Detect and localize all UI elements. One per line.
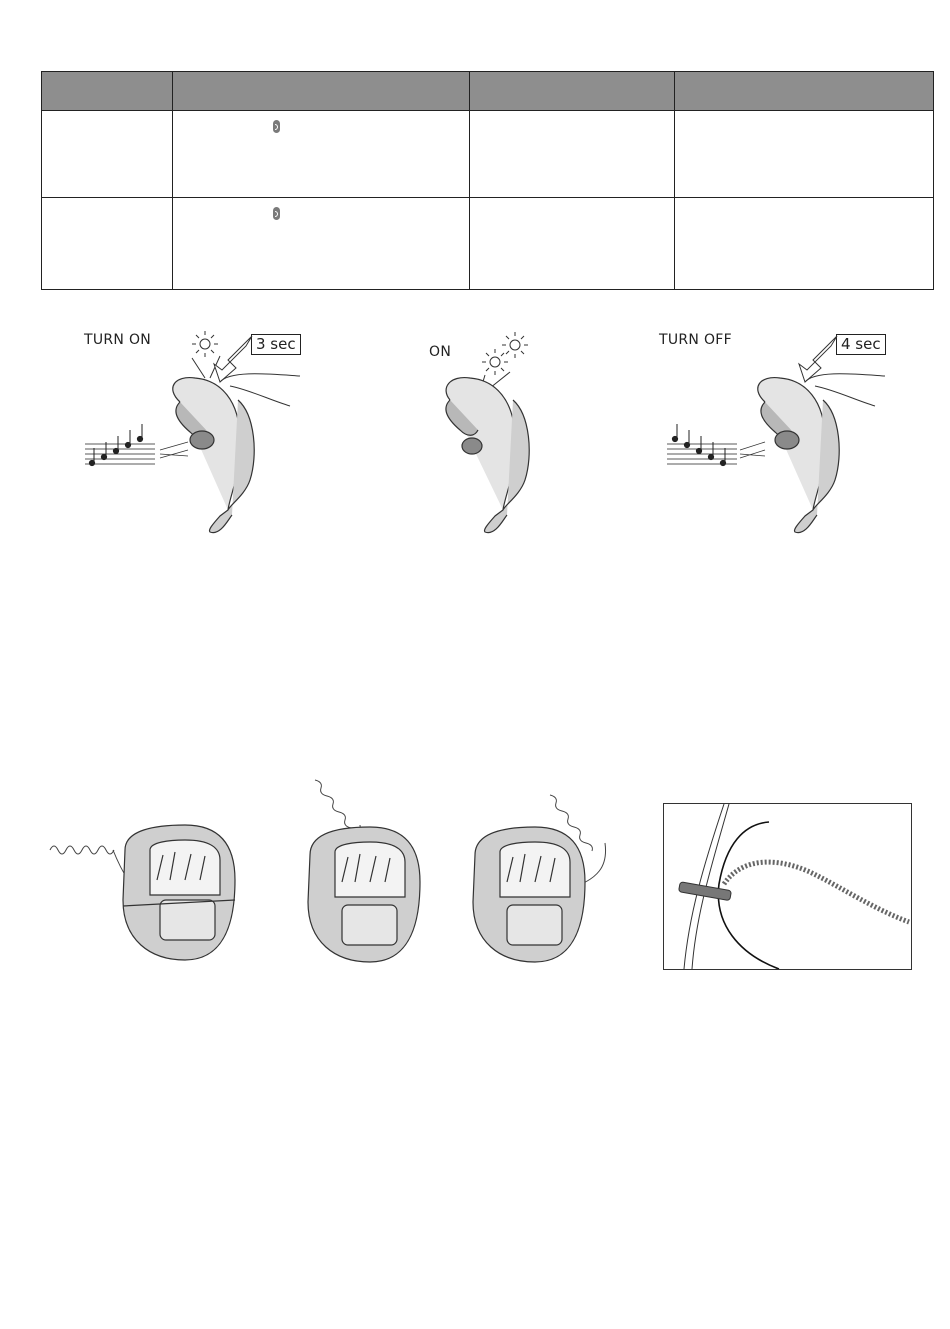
sun-led-icon [482, 349, 508, 375]
sun-led-icon [502, 332, 528, 358]
charger-left-illustration [45, 820, 245, 965]
headset-icon [173, 378, 254, 533]
press-arrow-icon [799, 336, 837, 382]
turn-on-duration: 3 sec [251, 334, 301, 355]
charger-cradle-icon [123, 825, 235, 960]
music-notes-icon [667, 424, 737, 466]
instruction-table [41, 71, 934, 290]
charger-cradle-icon [308, 827, 420, 962]
table-cell [173, 111, 470, 198]
turn-on-illustration [80, 320, 310, 540]
table-cell [173, 198, 470, 290]
cord-clip-icon [664, 804, 911, 969]
on-illustration [430, 330, 560, 540]
on-label: ON [429, 344, 452, 360]
turn-off-label: TURN OFF [659, 332, 732, 348]
music-notes-icon [85, 424, 155, 466]
table-header-row [42, 72, 934, 111]
table-header-cell [470, 72, 675, 111]
press-arrow-icon [214, 336, 252, 382]
table-cell [470, 198, 675, 290]
cord-clip-figure [663, 803, 912, 970]
table-header-cell [675, 72, 934, 111]
table-header-cell [42, 72, 173, 111]
table-row [42, 111, 934, 198]
headset-icon [758, 378, 839, 533]
table-header-cell [173, 72, 470, 111]
charger-cradle-icon [473, 827, 585, 962]
headset-icon [446, 378, 529, 533]
button-icon [273, 120, 280, 133]
table-cell [470, 111, 675, 198]
table-cell [42, 111, 173, 198]
table-cell [675, 198, 934, 290]
table-cell [675, 111, 934, 198]
charger-middle-illustration [300, 770, 440, 965]
turn-on-label: TURN ON [84, 332, 152, 348]
table-cell [42, 198, 173, 290]
turn-off-duration: 4 sec [836, 334, 886, 355]
button-icon [273, 207, 280, 220]
turn-off-illustration [665, 330, 895, 540]
sun-led-icon [192, 331, 218, 357]
charger-right-illustration [470, 785, 630, 965]
table-row [42, 198, 934, 290]
